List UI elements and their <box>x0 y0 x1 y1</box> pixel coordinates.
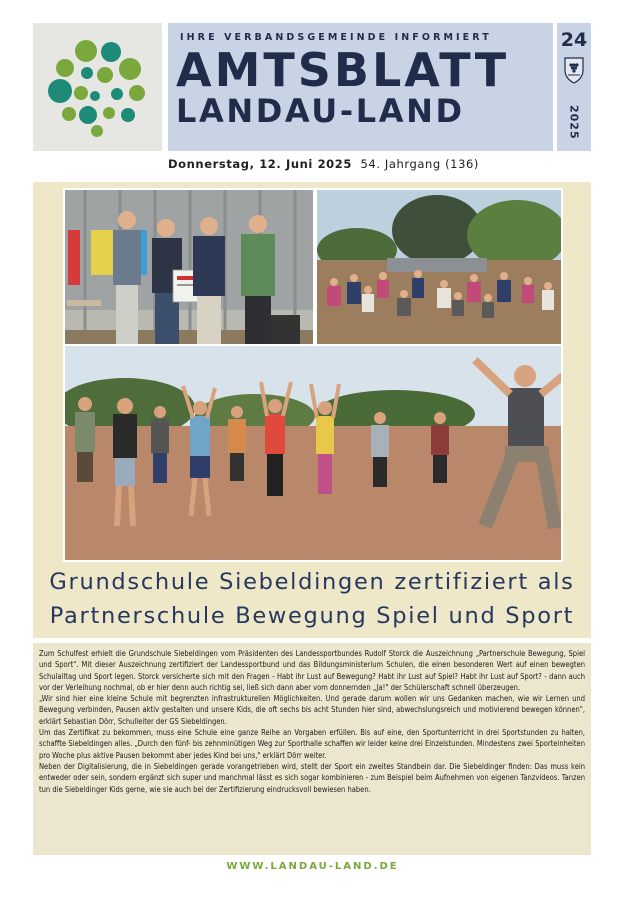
issue-volume: 54. Jahrgang (136) <box>360 157 480 171</box>
issue-date: Donnerstag, 12. Juni 2025 <box>168 157 352 171</box>
issue-year: 2025 <box>567 104 581 140</box>
masthead <box>168 23 553 151</box>
masthead-pretitle: IHRE VERBANDSGEMEINDE INFORMIERT <box>180 32 492 43</box>
headline-line1: Grundschule Siebeldingen zertifiziert als <box>49 569 575 595</box>
feature-section <box>33 182 591 638</box>
children-group-image <box>317 190 563 368</box>
coat-of-arms-icon <box>562 56 586 84</box>
article-paragraph-2: „Wir sind hier eine kleine Schule mit begrenzten infrastrukturellen Möglichkeiten. Und gerade darum wollen wir uns Gedanken machen, wie wir Lernen und Bewegung verbinden, Pausen aktiv gestalten und unsere Kids, die oft sechs bis acht Stunden hier sind, abwechslungsreich und motivierend bewegen können", erklärt Sebastian Dörr, Schulleiter der GS Siebeldingen. <box>39 694 585 726</box>
issue-panel <box>557 23 591 151</box>
photo-dancing-children <box>63 344 563 562</box>
article-paragraph-4: Neben der Digitalisierung, die in Siebeldingen gerade vorangetrieben wird, stellt der Sport ein zweites Standbein dar. Die Siebeldinger finden: Das muss kein entweder oder sein, sondern ergänzt sich super und manchmal lässt es sich sogar kombinieren - zum Beispiel beim Aufnehmen von eigenen Tanzvideos. Tanzen tun die Siebeldinger Kids gerne, wie sie auch bei der Zertifizierung eindrucksvoll bewiesen haben. <box>39 761 585 794</box>
dateline <box>168 157 479 171</box>
masthead-subtitle: LANDAU-LAND <box>176 92 465 130</box>
masthead-title: AMTSBLATT <box>176 43 510 97</box>
issue-number: 24 <box>560 29 588 51</box>
footer-website-link[interactable]: WWW.LANDAU-LAND.DE <box>226 861 399 872</box>
headline-line2: Partnerschule Bewegung Spiel und Sport <box>49 603 575 629</box>
dancing-children-image <box>65 346 563 562</box>
article-paragraph-3: Um das Zertifikat zu bekommen, muss eine Schule eine ganze Reihe an Vorgaben erfüllen. Bis auf eine, den Sportunterricht in drei Sportstunden zu halten, schaffte Siebeldingen alles. „Durch den fünf- bis zehnminütigen Weg zur Sporthalle schaffen wir leider keine drei Einzelstunden. Mindestens zwei Sporteinheiten pro Woche plus aktive Pausen bekommt aber jedes Kind bei uns," erklärt Dörr weiter. <box>39 728 585 760</box>
photo-children-group <box>315 188 563 368</box>
dot-cluster-logo-icon <box>33 23 162 151</box>
article-body <box>33 643 591 855</box>
logo <box>33 23 162 151</box>
article-paragraph-1: Zum Schulfest erhielt die Grundschule Siebeldingen vom Präsidenten des Landessportbundes Rudolf Storck die Auszeichnung „Partnerschule Bewegung, Spiel und Sport". Mit dieser Auszeichnung zertifiziert der Landessportbund und das Bildungsministerium Schulen, die einen besonderen Wert auf einen bewegten Schulalltag und Sport legen. Storck versicherte sich mit den Fragen - Habt ihr Lust auf Bewegung? Habt ihr Lust auf Spiel? Habt ihr Lust auf Sport? - dann auch vor der Verleihung nochmal, ob er hier denn auch richtig sei, ließ sich dann aber vom donnernden „Ja!" der Schülerschaft schnell überzeugen. <box>39 649 585 692</box>
